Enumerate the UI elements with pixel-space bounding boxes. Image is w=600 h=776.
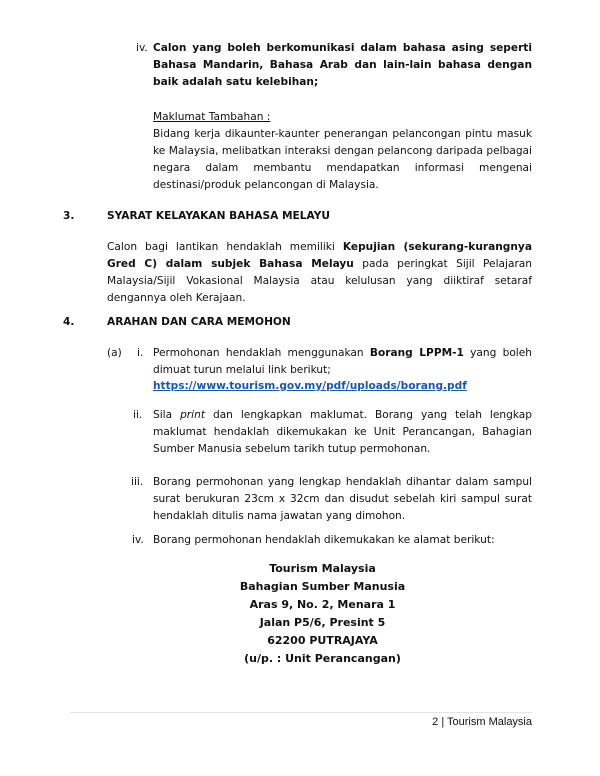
bold-text: Kepujian (sekurang-kurangnya Gred C) dalam subjek Bahasa Melayu (107, 241, 532, 270)
section-3-text (107, 239, 532, 307)
text: yang boleh dimuat turun melalui link berikut; (153, 347, 532, 376)
address-block (150, 560, 495, 668)
address-line: Bahagian Sumber Manusia (239, 580, 406, 593)
address-line: 62200 PUTRAJAYA (267, 634, 378, 647)
text: Permohonan hendaklah menggunakan (153, 347, 370, 359)
item-iv-text: Borang permohonan hendaklah dikemukakan ke alamat berikut: (153, 534, 495, 546)
section-4-title: ARAHAN DAN CARA MEMOHON (107, 316, 291, 328)
item-iii-text: Borang permohonan yang lengkap hendaklah dihantar dalam sampul surat berukuran 23cm x 32cm dan disudut sebelah kiri sampul surat hendaklah ditulis nama jawatan yang dimohon. (153, 476, 532, 522)
page-footer: 2 | Tourism Malaysia (432, 716, 532, 728)
item-ii-text (153, 407, 532, 458)
address-line: (u/p. : Unit Perancangan) (244, 652, 401, 665)
link-container (153, 378, 467, 395)
maklumat-text: Bidang kerja dikaunter-kaunter penerangan pelancongan pintu masuk ke Malaysia, melibatkan interaksi dengan pelancong daripada pelbagai negara dalam membantu mendapatkan informasi mengenai destinasi/produk pelancongan di Malaysia. (153, 128, 532, 191)
text: dan lengkapkan maklumat. Borang yang telah lengkap maklumat hendaklah dikemukakan ke Unit Perancangan, Bahagian Sumber Manusia sebelum tarikh tutup permohonan. (153, 409, 532, 455)
item-label: iv. (132, 534, 144, 546)
text: Calon bagi lantikan hendaklah memiliki (107, 241, 343, 253)
address-line: Tourism Malaysia (269, 562, 376, 575)
text: pada peringkat Sijil Pelajaran Malaysia/Sijil Vokasional Malaysia atau kelulusan yang diiktiraf setaraf dengannya oleh Kerajaan. (107, 258, 533, 304)
maklumat-heading: Maklumat Tambahan : (153, 111, 271, 123)
item-label: iii. (131, 476, 144, 488)
section-3-title: SYARAT KELAYAKAN BAHASA MELAYU (107, 210, 330, 222)
italic-text: print (180, 409, 205, 421)
sub-label: (a) (107, 347, 122, 359)
item-label: i. (137, 347, 144, 359)
borang-link[interactable]: https://www.tourism.gov.my/pdf/uploads/borang.pdf (153, 380, 467, 392)
item-label: ii. (133, 409, 143, 421)
address-line: Aras 9, No. 2, Menara 1 (249, 598, 396, 611)
item-label: iv. (136, 42, 148, 54)
section-3-number: 3. (63, 210, 75, 222)
section-4-number: 4. (63, 316, 75, 328)
text: Sila (153, 409, 181, 421)
item-iv-text: Calon yang boleh berkomunikasi dalam bahasa asing seperti Bahasa Mandarin, Bahasa Arab dan lain-lain bahasa dengan baik adalah satu kelebihan; (153, 42, 532, 88)
item-i-text (153, 345, 532, 379)
footer-divider (70, 712, 532, 713)
bold-text: Borang LPPM-1 (369, 347, 464, 359)
address-line: Jalan P5/6, Presint 5 (259, 616, 386, 629)
